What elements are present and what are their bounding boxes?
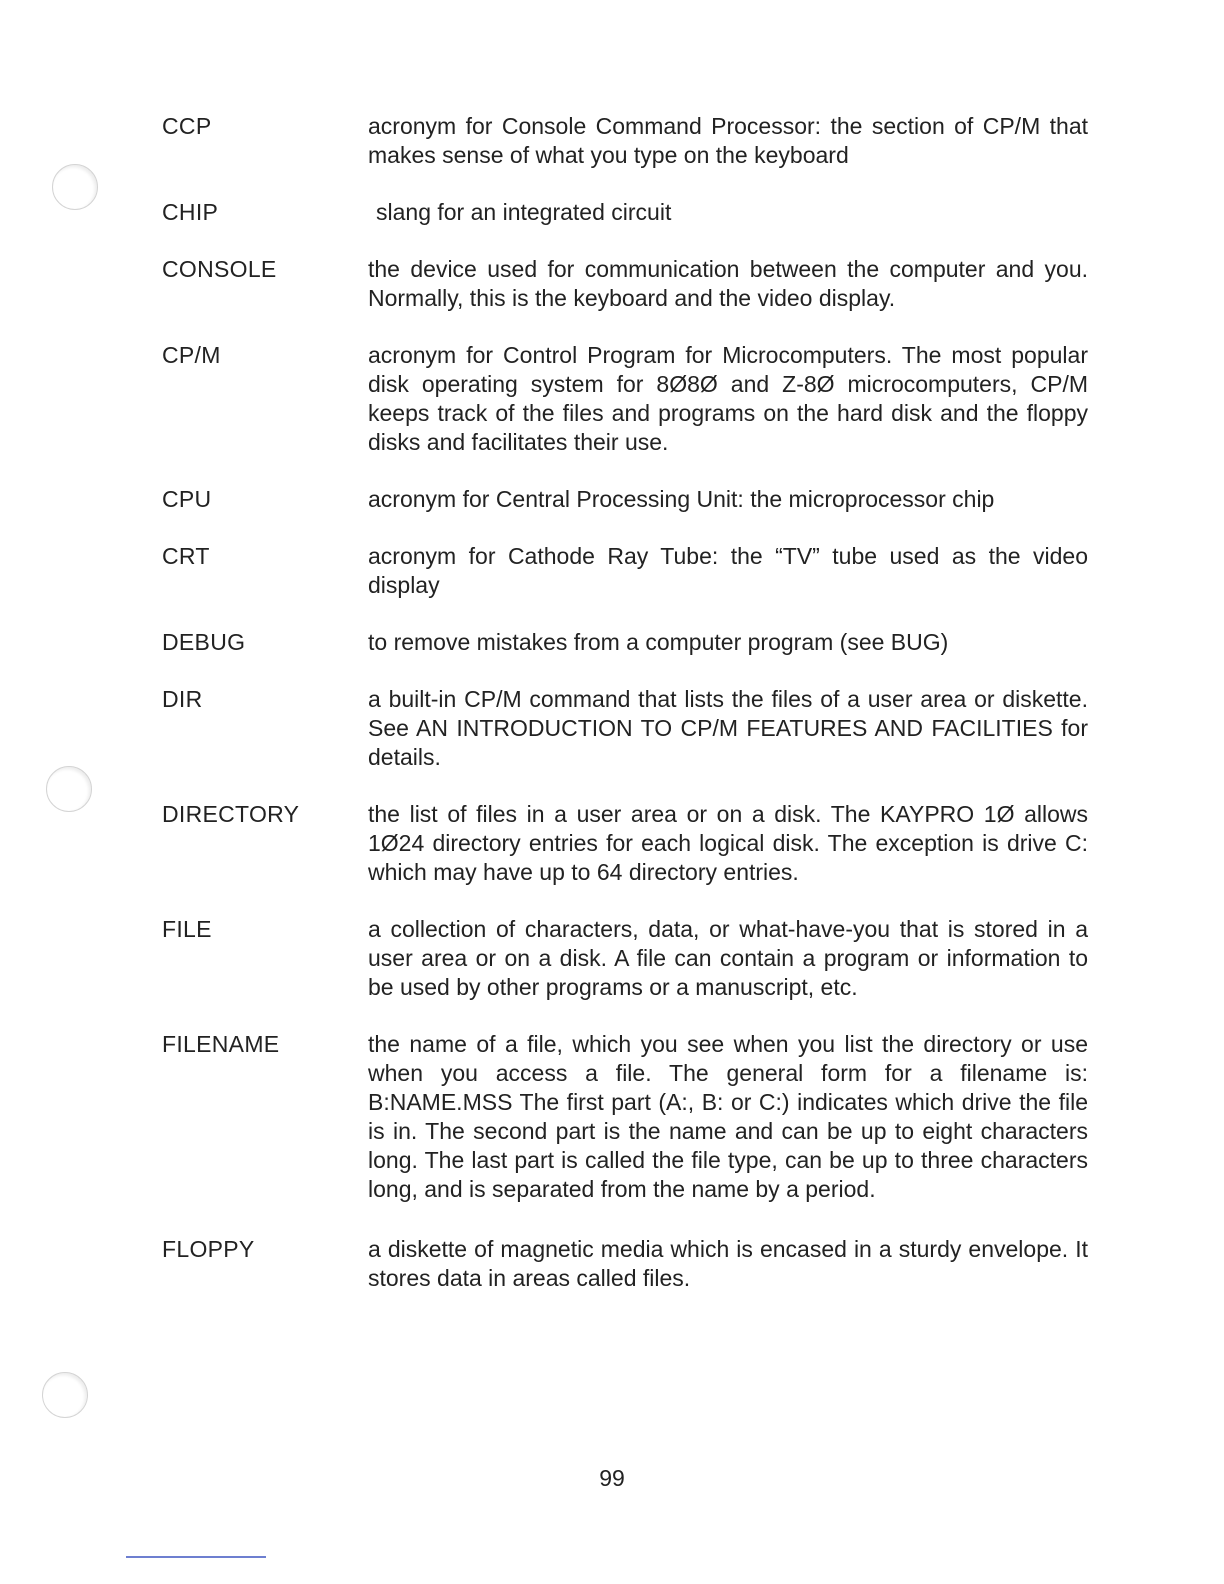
footer-rule bbox=[126, 1556, 266, 1558]
glossary-definition: acronym for Central Processing Unit: the microprocessor chip bbox=[368, 486, 995, 512]
glossary-definition: a built-in CP/M command that lists the files of a user area or diskette. See AN INTRODUCTION TO CP/M FEATURES AND FACILITIES for details. bbox=[368, 686, 1088, 770]
glossary-definition: acronym for Cathode Ray Tube: the “TV” tube used as the video display bbox=[368, 543, 1088, 598]
glossary-entry-ccp bbox=[162, 112, 1088, 170]
glossary-term: FILENAME bbox=[162, 1031, 280, 1057]
glossary-definition: the name of a file, which you see when you list the directory or use when you access a file. The general form for a filename is: B:NAME.MSS The first part (A:, B: or C:) indicates which drive the file is in. The second part is the name and can be up to eight characters long. The last part is called the file type, can be up to three characters long, and is separated from the name by a period. bbox=[368, 1031, 1088, 1202]
glossary-definition: to remove mistakes from a computer program (see BUG) bbox=[368, 629, 949, 655]
binder-hole bbox=[52, 164, 98, 210]
glossary-term: CCP bbox=[162, 113, 212, 139]
glossary-entry-cpm bbox=[162, 341, 1088, 457]
glossary-term: DEBUG bbox=[162, 629, 246, 655]
glossary-term: FILE bbox=[162, 916, 212, 942]
glossary-term: CONSOLE bbox=[162, 256, 277, 282]
glossary-term: CPU bbox=[162, 486, 212, 512]
glossary-entry-debug bbox=[162, 628, 1088, 657]
binder-hole bbox=[46, 766, 92, 812]
glossary-entry-filename bbox=[162, 1030, 1088, 1204]
glossary-entry-cpu bbox=[162, 485, 1088, 514]
glossary-entry-directory bbox=[162, 800, 1088, 887]
glossary-term: DIRECTORY bbox=[162, 801, 300, 827]
page-number: 99 bbox=[599, 1465, 625, 1491]
glossary-definition: slang for an integrated circuit bbox=[376, 199, 672, 225]
glossary-definition: the device used for communication between the computer and you. Normally, this is the keyboard and the video display. bbox=[368, 256, 1088, 311]
glossary-definition: a collection of characters, data, or what-have-you that is stored in a user area or on a disk. A file can contain a program or information to be used by other programs or a manuscript, etc. bbox=[368, 916, 1088, 1000]
glossary-term: FLOPPY bbox=[162, 1236, 255, 1262]
glossary-definition: acronym for Console Command Processor: the section of CP/M that makes sense of what you type on the keyboard bbox=[368, 113, 1088, 168]
glossary-term: DIR bbox=[162, 686, 203, 712]
glossary-entry-chip bbox=[162, 198, 1088, 227]
glossary-entry-dir bbox=[162, 685, 1088, 772]
glossary-term: CRT bbox=[162, 543, 210, 569]
glossary-definition: a diskette of magnetic media which is encased in a sturdy envelope. It stores data in areas called files. bbox=[368, 1236, 1088, 1291]
binder-hole bbox=[42, 1372, 88, 1418]
glossary-entry-file bbox=[162, 915, 1088, 1002]
glossary-list bbox=[162, 112, 1088, 1293]
glossary-entry-floppy bbox=[162, 1235, 1088, 1293]
glossary-entry-console bbox=[162, 255, 1088, 313]
glossary-term: CHIP bbox=[162, 199, 219, 225]
glossary-definition: acronym for Control Program for Microcomputers. The most popular disk operating system for 8Ø8Ø and Z-8Ø microcomputers, CP/M keeps track of the files and programs on the hard disk and the floppy disks and facilitates their use. bbox=[368, 342, 1088, 455]
glossary-definition: the list of files in a user area or on a disk. The KAYPRO 1Ø allows 1Ø24 directory entries for each logical disk. The exception is drive C: which may have up to 64 directory entries. bbox=[368, 801, 1088, 885]
glossary-term: CP/M bbox=[162, 342, 221, 368]
glossary-entry-crt bbox=[162, 542, 1088, 600]
